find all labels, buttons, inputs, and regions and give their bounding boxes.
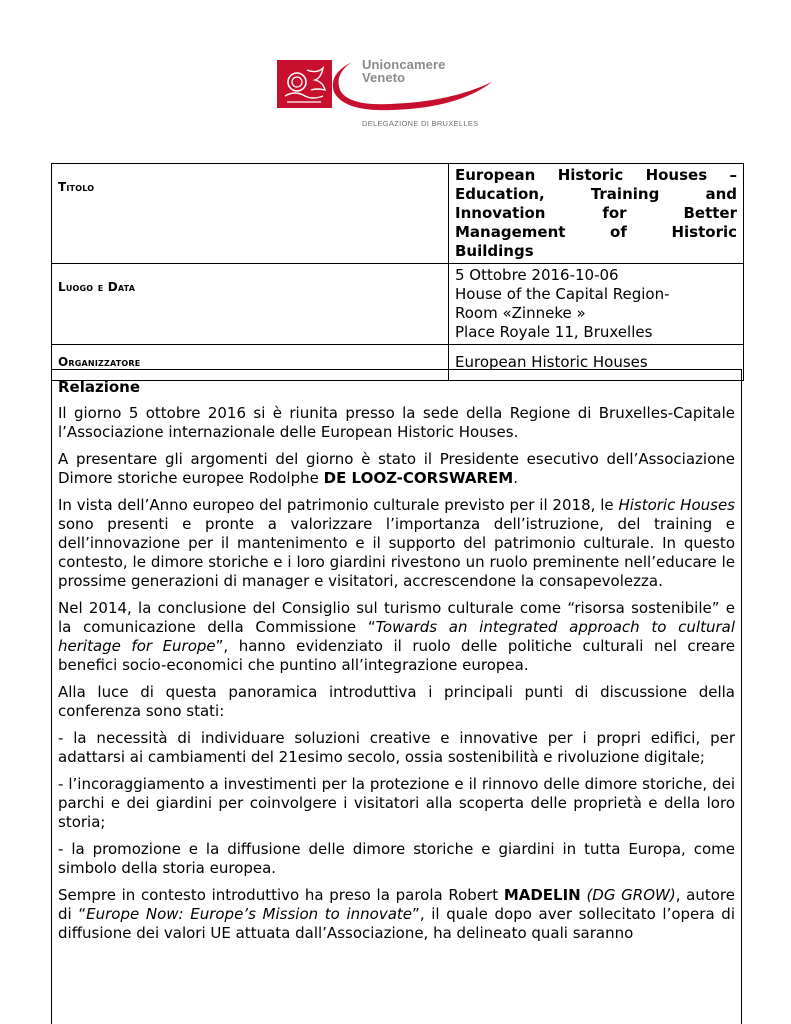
bullet-item: - la promozione e la diffusione delle dimore storiche e giardini in tutta Europa, come simbolo della storia europea.: [58, 840, 735, 877]
delegation-label: DELEGAZIONE DI BRUXELLES: [362, 119, 479, 128]
bullet-item: - la necessità di individuare soluzioni creative e innovative per i propri edifici, per adattarsi ai cambiamenti del 21esimo secolo, ossia sostenibilità e rivoluzione digitale;: [58, 729, 735, 766]
titolo-row: [52, 164, 744, 264]
letterhead: [0, 0, 791, 140]
luogo-label-cell: [52, 264, 449, 345]
report-heading: Relazione: [58, 378, 141, 396]
titolo-line: Buildings: [455, 242, 534, 260]
organizzatore-label: Organizzatore: [58, 355, 141, 369]
titolo-line: Innovation for Better: [455, 204, 737, 222]
luogo-label: Luogo e Data: [58, 280, 136, 294]
titolo-label-cell: [52, 164, 449, 264]
titolo-line: Education, Training and: [455, 185, 737, 203]
event-info-table: [51, 163, 744, 381]
organizzatore-value: European Historic Houses: [449, 345, 744, 381]
president-name: DE LOOZ-CORSWAREM: [323, 469, 514, 487]
brand-name-line1: Unioncamere: [362, 57, 446, 72]
report-body: [51, 369, 742, 1024]
paragraph: Il giorno 5 ottobre 2016 si è riunita presso la sede della Regione di Bruxelles-Capitale l’Associazione internazionale delle European Historic Houses.: [58, 404, 735, 441]
luogo-line: Room «Zinneke »: [455, 304, 586, 322]
brand-name-line2: Veneto: [362, 70, 406, 85]
luogo-value: [449, 264, 744, 345]
paragraph: In vista dell’Anno europeo del patrimonio culturale previsto per il 2018, le Historic Houses sono presenti e pronte a valorizzare l’importanza dell’istruzione, del training e dell’innovazione per il mantenimento e il supporto del patrimonio culturale. In questo contesto, le dimore storiche e i loro giardini rivestono un ruolo preminente nell’educare le prossime generazioni di manager e visitatori, accrescendone la consapevolezza.: [58, 496, 735, 590]
paragraph: A presentare gli argomenti del giorno è stato il Presidente esecutivo dell’Associazione Dimore storiche europee Rodolphe DE LOOZ-CORSWAREM.: [58, 450, 735, 487]
bullet-item: - l’incoraggiamento a investimenti per la protezione e il rinnovo delle dimore storiche, dei parchi e dei giardini per coinvolgere i visitatori alla scoperta delle proprietà e della loro storia;: [58, 775, 735, 831]
titolo-value: [449, 164, 744, 264]
luogo-line: 5 Ottobre 2016-10-06: [455, 266, 619, 284]
lion-of-st-mark-logo: [277, 60, 332, 108]
paragraph: Alla luce di questa panoramica introduttiva i principali punti di discussione della conferenza sono stati:: [58, 683, 735, 720]
titolo-label: Titolo: [58, 180, 95, 194]
luogo-row: [52, 264, 744, 345]
luogo-line: House of the Capital Region-: [455, 285, 670, 303]
titolo-line: European Historic Houses –: [455, 166, 737, 184]
titolo-line: Management of Historic: [455, 223, 737, 241]
luogo-line: Place Royale 11, Bruxelles: [455, 323, 653, 341]
speaker-name: MADELIN: [503, 886, 581, 904]
paragraph: Sempre in contesto introduttivo ha preso la parola Robert MADELIN (DG GROW), autore di “Europe Now: Europe’s Mission to innovate”, il quale dopo aver sollecitato l’opera di diffusione dei valori UE attuata dall’Associazione, ha delineato quali saranno: [58, 886, 736, 942]
paragraph: Nel 2014, la conclusione del Consiglio sul turismo culturale come “risorsa sostenibile” e la comunicazione della Commissione “Towards an integrated approach to cultural heritage for Europe”, hanno evidenziato il ruolo delle politiche culturali nel creare benefici socio-economici che puntino all’integrazione europea.: [58, 599, 735, 674]
